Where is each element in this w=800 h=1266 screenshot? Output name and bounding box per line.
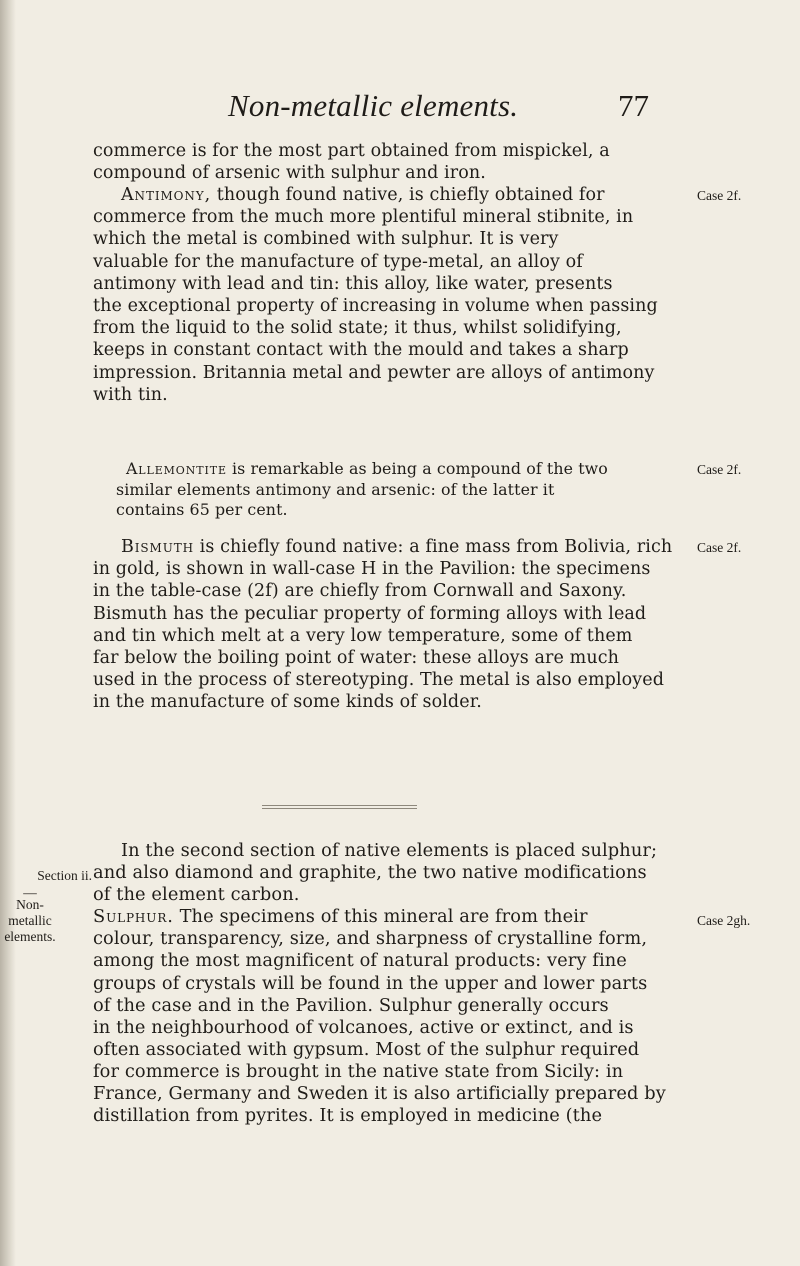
text-line: Bismuth is chiefly found native: a fine mass from Bolivia, rich [121,537,673,557]
paragraph-section-two [93,840,693,1127]
text-line: in the neighbourhood of volcanoes, active or extinct, and is [93,1016,634,1038]
page-spine-shadow [0,0,16,1266]
text-line: similar elements antimony and arsenic: of the latter it [116,479,555,499]
paragraph-allemontite [116,459,693,521]
text-line: compound of arsenic with sulphur and iron. [93,163,486,184]
text-line: in the table-case (2f) are chiefly from Cornwall and Saxony. [93,581,627,602]
text-line: commerce from the much more plentiful mineral stibnite, in [93,207,634,228]
text-line: which the metal is combined with sulphur. It is very [93,229,559,250]
text-line: among the most magnificent of natural products: very fine [93,950,627,972]
section-name: metallic [8,913,52,928]
text-line: far below the boiling point of water: these alloys are much [93,648,619,669]
text-line: commerce is for the most part obtained from mispickel, a [93,141,610,161]
text-line: and tin which melt at a very low temperature, some of them [93,625,633,646]
text-line: Bismuth has the peculiar property of forming alloys with lead [93,603,647,624]
margin-note-case: Case 2f. [697,188,742,203]
text-line: distillation from pyrites. It is employed in medicine (the [93,1105,603,1127]
text-line: Sulphur. The specimens of this mineral are from their [93,906,588,928]
text-line: the exceptional property of increasing in volume when passing [93,296,658,317]
text-line: of the case and in the Pavilion. Sulphur generally occurs [93,994,609,1016]
text-line: In the second section of native elements is placed sulphur; [121,840,658,861]
margin-note-case: Case 2f. [697,462,742,477]
section-label: Section ii. [37,868,92,883]
paragraph-antimony [93,184,693,406]
text-line: in the manufacture of some kinds of solder. [93,692,482,713]
text-line: used in the process of stereotyping. The metal is also employed [93,670,665,691]
text-line: groups of crystals will be found in the upper and lower parts [93,972,648,994]
text-line: France, Germany and Sweden it is also artificially prepared by [93,1083,666,1105]
margin-note-case: Case 2f. [697,540,742,555]
text-line: with tin. [93,384,168,405]
running-header [0,88,800,124]
section-name: Non- [16,897,44,912]
text-line: antimony with lead and tin: this alloy, like water, presents [93,273,613,294]
heading-bismuth: Bismuth [121,537,194,557]
text-line: and also diamond and graphite, the two native modifications [93,862,647,884]
text-line: colour, transparency, size, and sharpness of crystalline form, [93,928,648,950]
section-dash: — [23,885,37,900]
running-title: Non-metallic elements. [228,88,519,123]
text-line: impression. Britannia metal and pewter are alloys of antimony [93,362,655,383]
page-number: 77 [618,88,649,123]
section-divider [262,805,417,809]
margin-note-case: Case 2gh. [697,913,751,928]
text-line: for commerce is brought in the native state from Sicily: in [93,1060,624,1082]
text-line: often associated with gypsum. Most of the sulphur required [93,1038,640,1060]
text-line: Allemontite is remarkable as being a compound of the two [126,459,608,478]
text-line: Antimony, though found native, is chiefly obtained for [121,185,605,205]
heading-allemontite: Allemontite [126,459,227,478]
paragraph-arsenic-end [93,140,693,184]
text-line: keeps in constant contact with the mould and takes a sharp [93,340,629,361]
paragraph-bismuth [93,536,693,714]
heading-sulphur: Sulphur. [93,906,174,928]
text-line: in gold, is shown in wall-case H in the Pavilion: the specimens [93,559,651,580]
section-name: elements. [4,929,56,944]
text-line: from the liquid to the solid state; it thus, whilst solidifying, [93,318,622,339]
heading-antimony: Antimony, [121,185,212,205]
text-line: valuable for the manufacture of type-metal, an alloy of [93,251,583,272]
text-line: contains 65 per cent. [116,500,288,520]
text-line: of the element carbon. [93,884,300,906]
